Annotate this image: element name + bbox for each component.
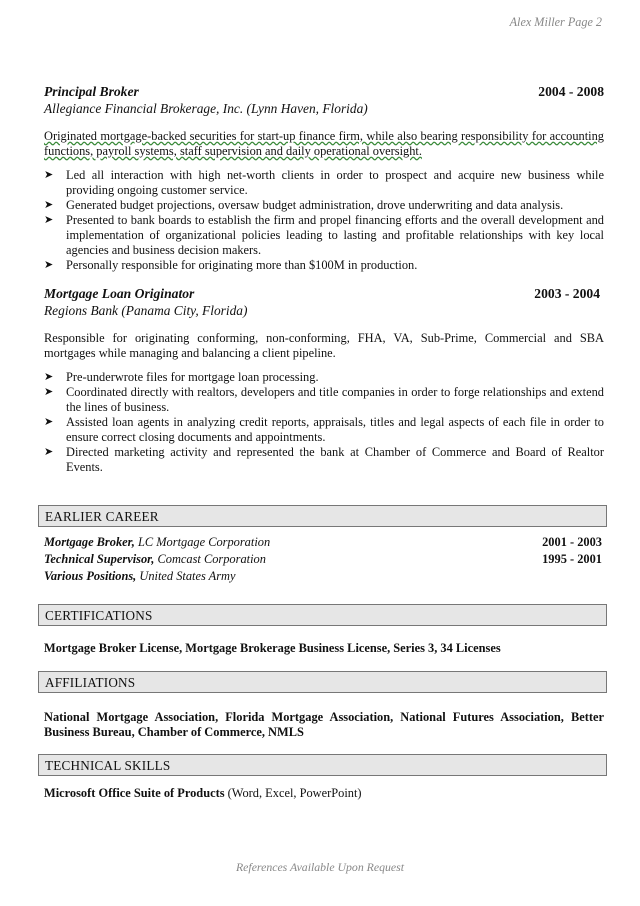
affiliations-text: National Mortgage Association, Florida Mortgage Association, National Futures Association, Better Business Bureau, Chamber of Commerce, NMLS bbox=[44, 710, 604, 739]
role: Mortgage Broker, bbox=[44, 535, 135, 549]
list-item: ➤ Coordinated directly with realtors, developers and title companies in order to forge relationships and extend the lines of business. bbox=[44, 385, 604, 414]
list-item bbox=[44, 551, 604, 568]
arrowhead-bullet-icon: ➤ bbox=[44, 446, 54, 458]
job-title: Mortgage Loan Originator bbox=[44, 286, 195, 301]
years: 2001 - 2003 bbox=[542, 535, 602, 549]
technical-skills-text: Microsoft Office Suite of Products (Word, Excel, PowerPoint) bbox=[44, 786, 362, 800]
page-header: Alex Miller Page 2 bbox=[509, 15, 602, 29]
section-heading-earlier-career: EARLIER CAREER bbox=[38, 505, 607, 527]
section-heading-certifications: CERTIFICATIONS bbox=[38, 604, 607, 626]
list-item bbox=[44, 534, 604, 551]
certifications-text: Mortgage Broker License, Mortgage Brokerage Business License, Series 3, 34 Licenses bbox=[44, 641, 501, 655]
arrowhead-bullet-icon: ➤ bbox=[44, 199, 54, 211]
job-summary: Responsible for originating conforming, non-conforming, FHA, VA, Sub-Prime, Commercial and SBA mortgages while managing and balancing a client pipeline. bbox=[44, 331, 604, 360]
job-title: Principal Broker bbox=[44, 84, 139, 99]
earlier-career-list bbox=[44, 534, 604, 585]
company-name: Regions Bank (Panama City, Florida) bbox=[44, 303, 248, 318]
section-heading-affiliations: AFFILIATIONS bbox=[38, 671, 607, 693]
arrowhead-bullet-icon: ➤ bbox=[44, 386, 54, 398]
list-item bbox=[44, 568, 604, 585]
bullet-list bbox=[44, 168, 604, 273]
job-summary: Originated mortgage-backed securities for start-up finance firm, while also bearing responsibility for accounting functions, payroll systems, staff supervision and daily operational oversight. bbox=[44, 129, 604, 158]
arrowhead-bullet-icon: ➤ bbox=[44, 371, 54, 383]
role: Various Positions, bbox=[44, 569, 137, 583]
role: Technical Supervisor, bbox=[44, 552, 155, 566]
organization: LC Mortgage Corporation bbox=[134, 535, 271, 549]
company-name: Allegiance Financial Brokerage, Inc. (Lynn Haven, Florida) bbox=[44, 101, 368, 116]
list-item: ➤ Assisted loan agents in analyzing credit reports, appraisals, titles and legal aspects of each file in order to ensure correct closing documents and appointments. bbox=[44, 415, 604, 444]
arrowhead-bullet-icon: ➤ bbox=[44, 169, 54, 181]
job-years: 2004 - 2008 bbox=[538, 84, 604, 99]
bullet-list bbox=[44, 370, 604, 475]
arrowhead-bullet-icon: ➤ bbox=[44, 214, 54, 226]
arrowhead-bullet-icon: ➤ bbox=[44, 259, 54, 271]
organization: United States Army bbox=[136, 569, 236, 583]
job-entry bbox=[44, 286, 604, 475]
job-years: 2003 - 2004 bbox=[534, 286, 600, 301]
job-entry bbox=[44, 84, 604, 273]
list-item: ➤ Pre-underwrote files for mortgage loan processing. bbox=[44, 370, 319, 384]
list-item: ➤ Generated budget projections, oversaw budget administration, drove underwriting and data analysis. bbox=[44, 198, 564, 212]
page-footer: References Available Upon Request bbox=[235, 860, 405, 874]
list-item: ➤ Directed marketing activity and represented the bank at Chamber of Commerce and Board of Realtor Events. bbox=[44, 445, 604, 474]
arrowhead-bullet-icon: ➤ bbox=[44, 416, 54, 428]
organization: Comcast Corporation bbox=[154, 552, 266, 566]
section-heading-technical-skills: TECHNICAL SKILLS bbox=[38, 754, 607, 776]
list-item: ➤ Led all interaction with high net-worth clients in order to prospect and acquire new business while providing ongoing customer service. bbox=[44, 168, 604, 197]
experience-section bbox=[44, 84, 604, 475]
list-item: ➤ Presented to bank boards to establish the firm and propel financing efforts and the overall development and implementation of organizational policies leading to lasting and profitable relationships with key local agencies and business decision makers. bbox=[44, 213, 604, 257]
list-item: ➤ Personally responsible for originating more than $100M in production. bbox=[44, 258, 418, 272]
years: 1995 - 2001 bbox=[542, 552, 602, 566]
